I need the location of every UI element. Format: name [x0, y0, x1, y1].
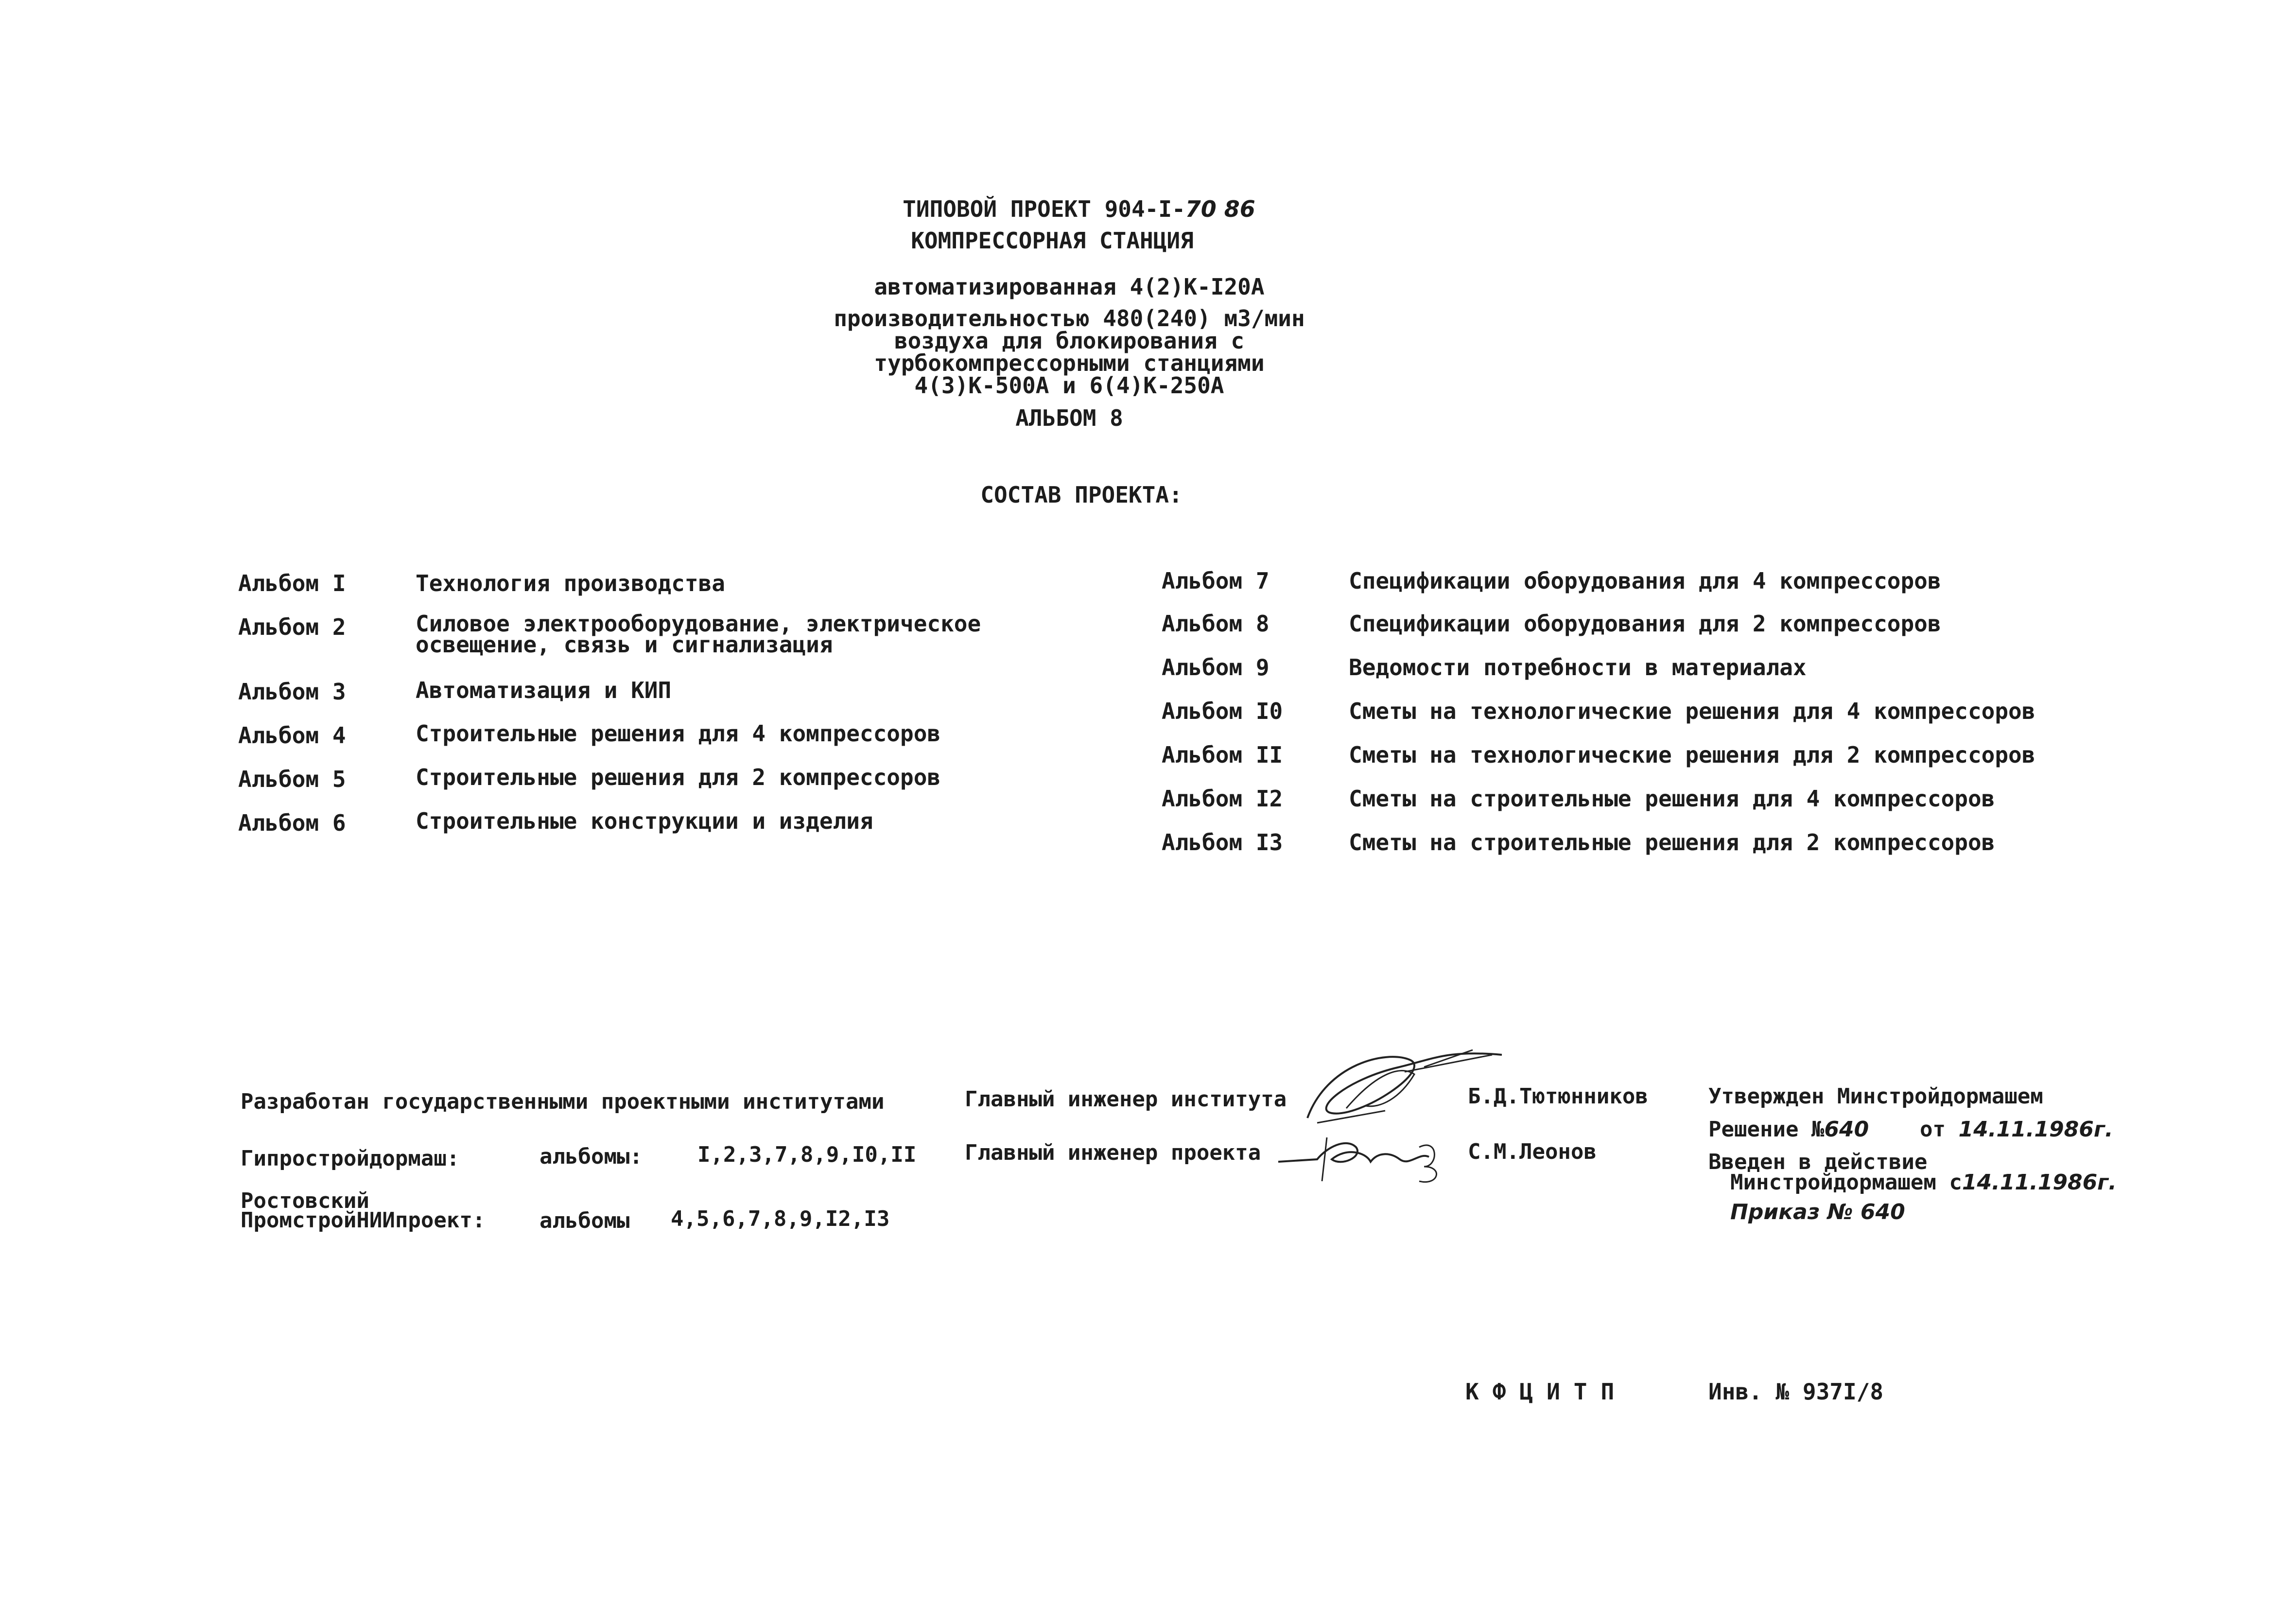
introduction-line-1: Введен в действие [1708, 1150, 1928, 1174]
album-label: Альбом 8 [1162, 611, 1270, 637]
developer-org-1-albums-label: альбомы: [539, 1144, 643, 1169]
developer-org-2-albums: 4,5,6,7,8,9,I2,I3 [671, 1206, 890, 1231]
introduction-date: 14.11.1986г. [1962, 1170, 2117, 1195]
album-label: Альбом I2 [1162, 786, 1283, 812]
subtitle-line-3: воздуха для блокирования с [894, 328, 1245, 354]
decision-date: 14.11.1986г. [1958, 1117, 2113, 1142]
approval-line-1: Утвержден Минстройдормашем [1708, 1084, 2043, 1109]
chief-engineer-institute-name: Б.Д.Тютюнников [1468, 1084, 1648, 1109]
album-label: Альбом 7 [1162, 568, 1270, 594]
subtitle-line-4: турбокомпрессорными станциями [874, 350, 1265, 376]
album-title: Силовое электрооборудование, электрическое [416, 611, 981, 637]
album-label: Альбом I [238, 570, 346, 596]
inventory-value: 937I/8 [1802, 1379, 1884, 1405]
developer-org-1: Гипростройдормаш: [241, 1146, 460, 1171]
developer-org-2-line-1: Ростовский [241, 1188, 369, 1213]
album-label: Альбом I0 [1162, 698, 1283, 724]
order-number: Приказ № 640 [1730, 1200, 1905, 1224]
chief-engineer-institute-label: Главный инженер института [965, 1087, 1287, 1112]
album-title: Спецификации оборудования для 4 компрессоров [1349, 568, 1941, 594]
album-title: Строительные решения для 4 компрессоров [416, 720, 941, 747]
signature-leonov [1273, 1118, 1478, 1196]
album-label: Альбом I3 [1162, 829, 1283, 856]
introduction-line-2 [1730, 1172, 2117, 1193]
developer-org-2-albums-label: альбомы [539, 1208, 630, 1233]
album-title: Технология производства [416, 570, 725, 596]
album-label: Альбом 5 [238, 766, 346, 792]
composition-title: СОСТАВ ПРОЕКТА: [980, 482, 1183, 508]
album-label: Альбом II [1162, 742, 1283, 768]
subtitle-line-1: автоматизированная 4(2)К-I20А [874, 274, 1265, 300]
subtitle-line-2: производительностью 480(240) м3/мин [834, 305, 1305, 332]
decision-label: Решение № [1708, 1117, 1825, 1142]
album-title: Строительные конструкции и изделия [416, 808, 873, 834]
project-title-printed: ТИПОВОЙ ПРОЕКТ 904-I- [903, 196, 1185, 222]
introduction-line-2-printed: Минстройдормашем с [1730, 1170, 1962, 1195]
album-title-continued: освещение, связь и сигнализация [416, 631, 833, 658]
album-title: Спецификации оборудования для 2 компрессоров [1349, 611, 1941, 637]
inventory-number [1708, 1380, 1883, 1404]
decision-number: 640 [1824, 1117, 1869, 1142]
album-title: Сметы на технологические решения для 2 компрессоров [1349, 742, 2035, 768]
decision-from: от [1920, 1117, 1946, 1142]
album-title: Автоматизация и КИП [416, 677, 672, 703]
developer-org-2-line-2: ПромстройНИИпроект: [241, 1208, 486, 1233]
album-title: Строительные решения для 2 компрессоров [416, 764, 941, 790]
developer-org-1-albums: I,2,3,7,8,9,I0,II [697, 1142, 917, 1167]
station-name: КОМПРЕССОРНАЯ СТАНЦИЯ [911, 227, 1194, 254]
album-label: Альбом 6 [238, 810, 346, 836]
developers-intro: Разработан государственными проектными институтами [241, 1089, 885, 1114]
album-title: Сметы на строительные решения для 2 компрессоров [1349, 829, 1995, 856]
album-title: Ведомости потребности в материалах [1349, 654, 1807, 681]
album-label: Альбом 2 [238, 614, 346, 640]
inventory-label: Инв. № [1708, 1379, 1790, 1405]
album-title: Сметы на технологические решения для 4 компрессоров [1349, 698, 2035, 724]
chief-engineer-project-label: Главный инженер проекта [965, 1140, 1261, 1165]
approval-decision [1708, 1118, 1869, 1141]
footer-org: КФЦИТП [1465, 1379, 1628, 1405]
approval-decision-date [1920, 1118, 2113, 1141]
chief-engineer-project-name: С.М.Леонов [1468, 1139, 1597, 1164]
album-title: Сметы на строительные решения для 4 компрессоров [1349, 786, 1995, 812]
project-number-handwritten: 70 86 [1185, 196, 1255, 222]
album-label: Альбом 9 [1162, 654, 1270, 681]
album-label: Альбом 4 [238, 722, 346, 749]
project-title [903, 197, 1255, 221]
subtitle-line-5: 4(3)К-500А и 6(4)К-250А [914, 372, 1224, 399]
album-label: Альбом 3 [238, 679, 346, 705]
album-number: АЛЬБОМ 8 [1015, 405, 1123, 431]
